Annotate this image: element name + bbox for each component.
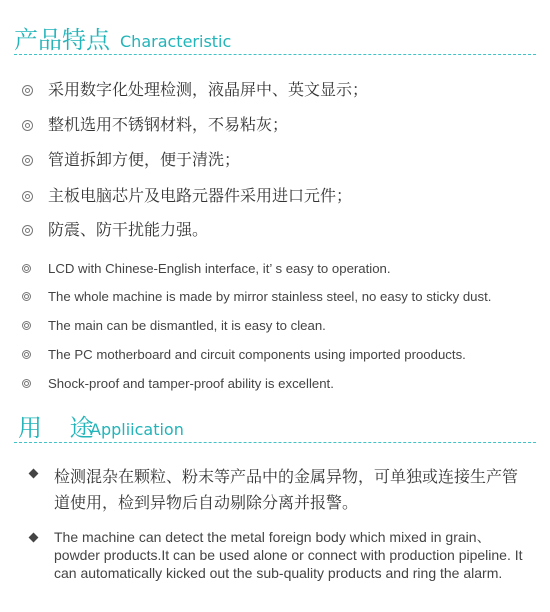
ring-bullet-icon [22,321,31,330]
application-text-cn: 检测混杂在颗粒、粉末等产品中的金属异物，可单独或连接生产管道使用，检到异物后自动剔除分离并报警。 [54,467,519,512]
application-header [14,412,536,443]
ring-bullet-icon [22,350,31,359]
diamond-bullet-icon [29,533,39,543]
characteristic-title-en: Characteristic [120,32,232,51]
diamond-bullet-icon [29,469,39,479]
characteristic-title-cn: 产品特点 [14,26,110,54]
ring-bullet-icon [22,264,31,273]
ring-bullet-icon [22,225,33,236]
application-title-cn: 用 途 [18,414,104,442]
ring-bullet-icon [22,191,33,202]
ring-bullet-icon [22,85,33,96]
ring-bullet-icon [22,292,31,301]
ring-bullet-icon [22,379,31,388]
application-text-en: The machine can detect the metal foreign body which mixed in grain、powder products.It can be used alone or connect with production pipeline. It can automatically kicked out the sub-quality products and ring the alarm. [54,529,523,581]
application-title-en: Appliication [90,420,184,439]
characteristic-header [14,24,536,55]
ring-bullet-icon [22,155,33,166]
ring-bullet-icon [22,120,33,131]
